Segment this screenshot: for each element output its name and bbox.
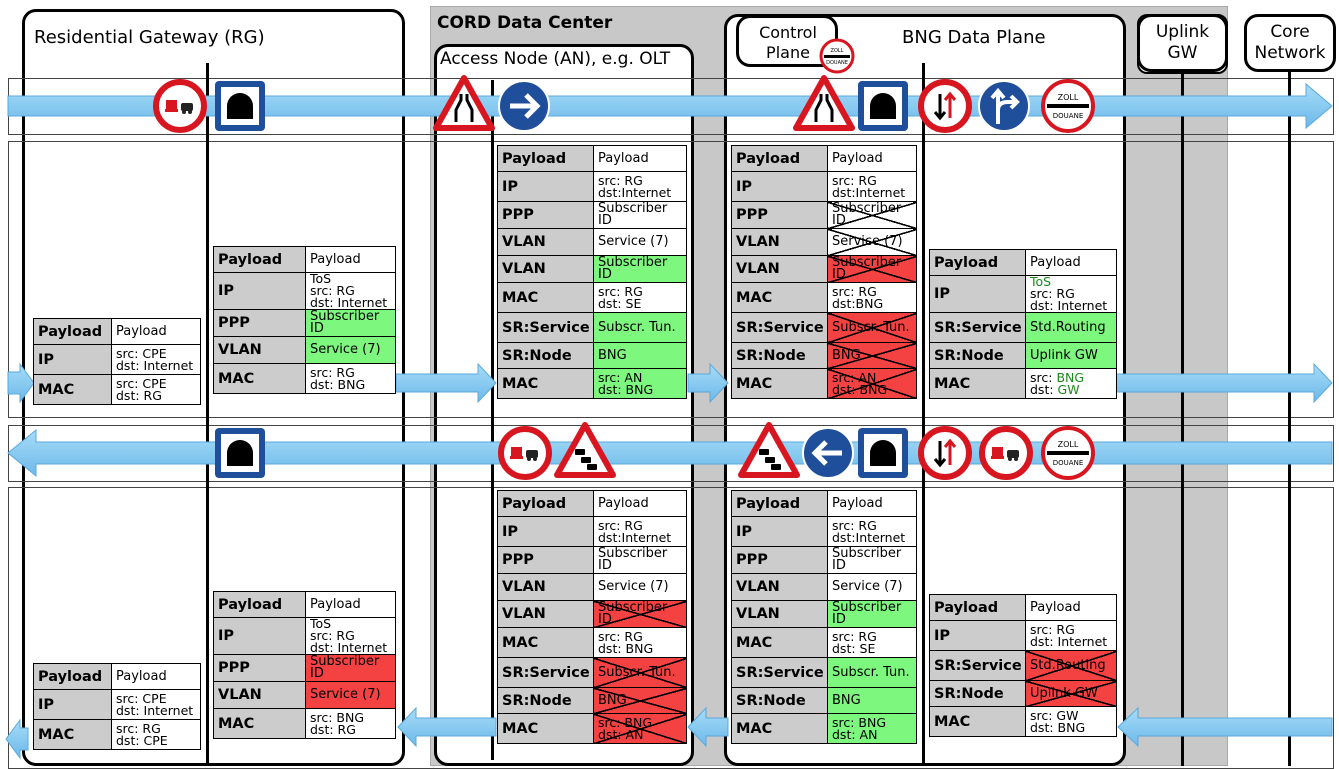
header-label: PPP <box>214 655 306 682</box>
header-row <box>930 595 1117 621</box>
header-row <box>732 658 917 688</box>
header-label: Payload <box>930 250 1026 276</box>
header-row <box>930 707 1117 737</box>
header-row <box>732 229 917 256</box>
header-label: IP <box>930 276 1026 313</box>
bng-data-plane-title: BNG Data Plane <box>902 27 1046 48</box>
header-row <box>732 574 917 601</box>
header-label: PPP <box>498 547 594 574</box>
header-label: SR:Service <box>930 313 1026 343</box>
header-row <box>214 337 396 364</box>
header-value: Subscriber ID <box>828 601 917 628</box>
header-label: PPP <box>732 547 828 574</box>
header-label: VLAN <box>498 256 594 283</box>
header-value: src: CPE dst: Internet <box>112 345 201 375</box>
downstream-cpe-headers <box>33 663 201 750</box>
upstream-bng-headers <box>731 145 917 399</box>
downstream-rg-headers <box>213 591 396 739</box>
header-value: Payload <box>112 664 201 690</box>
header-label: MAC <box>732 714 828 744</box>
downstream-arrow <box>8 430 1332 476</box>
header-value: Subscriber ID <box>306 310 396 337</box>
header-label: IP <box>732 517 828 547</box>
header-value: BNG <box>828 688 917 714</box>
header-label: Payload <box>214 247 306 273</box>
header-row <box>498 714 687 744</box>
header-row <box>214 682 396 709</box>
downstream-core-headers <box>929 594 1117 737</box>
header-label: SR:Service <box>732 658 828 688</box>
header-value: src: BNG dst: GW <box>1026 369 1117 399</box>
header-value: src: BNG dst: AN <box>828 714 917 744</box>
header-row <box>498 172 687 202</box>
header-value: Subscriber ID <box>306 655 396 682</box>
header-label: MAC <box>498 714 594 744</box>
header-label: SR:Service <box>498 658 594 688</box>
header-row <box>498 313 687 343</box>
core-network-title: Core Network <box>1254 22 1326 63</box>
header-value: src: RG dst:Internet <box>828 517 917 547</box>
header-value: BNG <box>594 688 687 714</box>
downstream-bng-headers <box>731 490 917 744</box>
header-value: Payload <box>828 491 917 517</box>
header-label: SR:Service <box>930 651 1026 681</box>
header-label: SR:Node <box>498 688 594 714</box>
header-value: src: GW dst: BNG <box>1026 707 1117 737</box>
header-value: Service (7) <box>594 574 687 601</box>
header-value: Subscriber ID <box>828 202 917 229</box>
header-value: src: AN dst: BNG <box>828 369 917 399</box>
header-value: Subscriber ID <box>594 547 687 574</box>
header-value: Service (7) <box>594 229 687 256</box>
header-value: src: BNG dst: AN <box>594 714 687 744</box>
header-label: Payload <box>498 146 594 172</box>
header-value: Subscr. Tun. <box>594 313 687 343</box>
header-value: src: RG dst: BNG <box>594 628 687 658</box>
header-value: src: RG dst: SE <box>594 283 687 313</box>
header-label: VLAN <box>214 337 306 364</box>
header-value: Service (7) <box>306 337 396 364</box>
header-value: Service (7) <box>828 229 917 256</box>
upstream-an-headers <box>497 145 687 399</box>
header-value: src: RG dst: Internet <box>1026 621 1117 651</box>
header-row <box>498 146 687 172</box>
customs-icon <box>1043 428 1093 478</box>
two-way-traffic-icon <box>921 82 969 130</box>
douane-text: DOUANE <box>826 60 848 66</box>
header-value: src: RG dst: SE <box>828 628 917 658</box>
header-label: SR:Service <box>498 313 594 343</box>
flow-arrow-cpe-in <box>8 364 34 402</box>
header-label: Payload <box>34 664 112 690</box>
header-row <box>930 276 1117 313</box>
header-value: Payload <box>1026 595 1117 621</box>
header-row <box>930 681 1117 707</box>
header-row <box>498 574 687 601</box>
flow-arrow-an-rg <box>398 708 496 746</box>
header-row <box>732 491 917 517</box>
header-row <box>732 628 917 658</box>
header-label: SR:Node <box>930 343 1026 369</box>
no-trucks-icon <box>501 429 549 477</box>
header-value: src: CPE dst: Internet <box>112 690 201 720</box>
header-label: IP <box>34 345 112 375</box>
header-label: SR:Service <box>732 313 828 343</box>
header-row <box>930 313 1117 343</box>
header-label: SR:Node <box>732 688 828 714</box>
header-value: Subscriber ID <box>828 547 917 574</box>
header-value: Uplink GW <box>1026 343 1117 369</box>
upstream-core-headers <box>929 249 1117 399</box>
left-arrow-icon <box>803 428 853 478</box>
header-row <box>732 714 917 744</box>
header-row <box>34 375 201 405</box>
header-label: MAC <box>214 364 306 394</box>
header-label: VLAN <box>498 229 594 256</box>
header-row <box>498 283 687 313</box>
header-row <box>732 601 917 628</box>
header-value: src: BNG dst: RG <box>306 709 396 739</box>
header-label: VLAN <box>732 601 828 628</box>
header-value: ToS src: RG dst: Internet <box>1026 276 1117 313</box>
header-label: VLAN <box>732 574 828 601</box>
flow-arrow-rg-an <box>396 364 496 402</box>
tunnel-icon <box>215 81 265 131</box>
header-value: Service (7) <box>306 682 396 709</box>
header-label: PPP <box>732 202 828 229</box>
control-plane-title: Control Plane <box>759 23 817 62</box>
header-label: Payload <box>214 592 306 618</box>
header-label: IP <box>214 618 306 655</box>
header-label: VLAN <box>498 574 594 601</box>
upstream-cpe-headers <box>33 318 201 405</box>
header-label: PPP <box>498 202 594 229</box>
header-value: BNG <box>828 343 917 369</box>
header-label: IP <box>498 517 594 547</box>
two-way-traffic-icon <box>921 429 969 477</box>
header-value: src: RG dst:BNG <box>828 283 917 313</box>
header-row <box>214 592 396 618</box>
header-label: IP <box>930 621 1026 651</box>
header-row <box>498 601 687 628</box>
header-label: PPP <box>214 310 306 337</box>
turn-right-or-straight-icon <box>979 81 1029 131</box>
header-label: VLAN <box>214 682 306 709</box>
header-label: IP <box>498 172 594 202</box>
header-row <box>214 618 396 655</box>
header-row <box>732 369 917 399</box>
header-label: MAC <box>930 369 1026 399</box>
header-row <box>34 345 201 375</box>
header-label: SR:Node <box>498 343 594 369</box>
zoll-text: ZOLL <box>1057 440 1079 449</box>
header-row <box>34 720 201 750</box>
rg-title: Residential Gateway (RG) <box>34 27 265 48</box>
header-label: VLAN <box>732 229 828 256</box>
header-label: VLAN <box>498 601 594 628</box>
no-trucks-icon <box>982 429 1030 477</box>
header-row <box>214 364 396 394</box>
header-row <box>214 247 396 273</box>
header-row <box>732 343 917 369</box>
right-arrow-icon <box>499 81 549 131</box>
customs-icon <box>821 40 853 72</box>
header-label: IP <box>732 172 828 202</box>
header-value: Subscriber ID <box>594 202 687 229</box>
tunnel-icon <box>858 428 908 478</box>
header-row <box>214 709 396 739</box>
header-row <box>498 256 687 283</box>
header-value: src: AN dst: BNG <box>594 369 687 399</box>
header-label: Payload <box>34 319 112 345</box>
header-value: src: RG dst:Internet <box>594 172 687 202</box>
header-label: Payload <box>930 595 1026 621</box>
header-value: Subscriber ID <box>594 601 687 628</box>
header-label: IP <box>214 273 306 310</box>
header-value: src: RG dst:Internet <box>828 172 917 202</box>
header-value: Payload <box>112 319 201 345</box>
flow-arrow-bng-out <box>1116 364 1332 402</box>
downstream-an-headers <box>497 490 687 744</box>
header-value: Std.Routing <box>1026 651 1117 681</box>
header-value: Uplink GW <box>1026 681 1117 707</box>
header-row <box>498 628 687 658</box>
header-value: src: RG dst: CPE <box>112 720 201 750</box>
header-row <box>732 313 917 343</box>
header-value: ToS src: RG dst: Internet <box>306 273 396 310</box>
no-trucks-icon <box>156 82 204 130</box>
douane-text: DOUANE <box>1052 459 1084 467</box>
header-label: MAC <box>498 628 594 658</box>
header-value: Subscriber ID <box>594 256 687 283</box>
header-label: MAC <box>498 283 594 313</box>
header-row <box>34 690 201 720</box>
header-label: SR:Node <box>732 343 828 369</box>
header-row <box>498 517 687 547</box>
zoll-text: ZOLL <box>830 48 844 54</box>
header-row <box>930 651 1117 681</box>
header-row <box>930 621 1117 651</box>
header-row <box>498 343 687 369</box>
header-value: src: CPE dst: RG <box>112 375 201 405</box>
header-row <box>732 688 917 714</box>
header-value: Payload <box>306 592 396 618</box>
header-row <box>498 202 687 229</box>
header-label: MAC <box>214 709 306 739</box>
header-label: Payload <box>498 491 594 517</box>
header-row <box>732 172 917 202</box>
header-row <box>732 146 917 172</box>
header-row <box>498 229 687 256</box>
header-row <box>214 655 396 682</box>
header-label: IP <box>34 690 112 720</box>
header-row <box>34 319 201 345</box>
header-label: MAC <box>732 283 828 313</box>
header-value: Subscr. Tun. <box>828 658 917 688</box>
douane-text: DOUANE <box>1052 112 1084 120</box>
access-node-title: Access Node (AN), e.g. OLT <box>440 49 671 69</box>
tunnel-icon <box>858 81 908 131</box>
header-label: MAC <box>498 369 594 399</box>
header-row <box>732 202 917 229</box>
header-row <box>930 343 1117 369</box>
header-row <box>498 658 687 688</box>
flow-arrow-core-in <box>1118 708 1332 746</box>
header-value: Subscr. Tun. <box>594 658 687 688</box>
header-value: Payload <box>306 247 396 273</box>
header-label: SR:Node <box>930 681 1026 707</box>
header-label: Payload <box>732 146 828 172</box>
upstream-rg-headers <box>213 246 396 394</box>
header-row <box>498 688 687 714</box>
header-row <box>930 250 1117 276</box>
header-label: VLAN <box>732 256 828 283</box>
header-row <box>498 491 687 517</box>
header-label: MAC <box>930 707 1026 737</box>
flow-arrow-an-bng <box>688 364 728 402</box>
header-value: src: RG dst:Internet <box>594 517 687 547</box>
header-value: ToS src: RG dst: Internet <box>306 618 396 655</box>
header-value: src: RG dst: BNG <box>306 364 396 394</box>
header-row <box>498 547 687 574</box>
header-row <box>214 273 396 310</box>
header-row <box>732 283 917 313</box>
header-label: MAC <box>34 720 112 750</box>
header-value: BNG <box>594 343 687 369</box>
uplink-gw-title: Uplink GW <box>1155 22 1210 63</box>
cord-title: CORD Data Center <box>437 13 613 33</box>
header-row <box>498 369 687 399</box>
header-value: Subscriber ID <box>828 256 917 283</box>
header-row <box>214 310 396 337</box>
header-row <box>34 664 201 690</box>
header-value: Service (7) <box>828 574 917 601</box>
header-label: MAC <box>34 375 112 405</box>
flow-arrow-cpe-out <box>6 720 28 758</box>
header-value: Payload <box>594 146 687 172</box>
header-row <box>732 517 917 547</box>
header-label: MAC <box>732 369 828 399</box>
header-row <box>930 369 1117 399</box>
header-label: Payload <box>732 491 828 517</box>
tunnel-icon <box>215 428 265 478</box>
header-value: Payload <box>1026 250 1117 276</box>
flow-arrow-bng-an <box>688 708 728 746</box>
header-row <box>732 256 917 283</box>
customs-icon <box>1043 81 1093 131</box>
header-value: Payload <box>594 491 687 517</box>
zoll-text: ZOLL <box>1057 93 1079 102</box>
header-row <box>732 547 917 574</box>
header-value: Std.Routing <box>1026 313 1117 343</box>
header-label: MAC <box>732 628 828 658</box>
header-value: Subscr. Tun. <box>828 313 917 343</box>
header-value: Payload <box>828 146 917 172</box>
